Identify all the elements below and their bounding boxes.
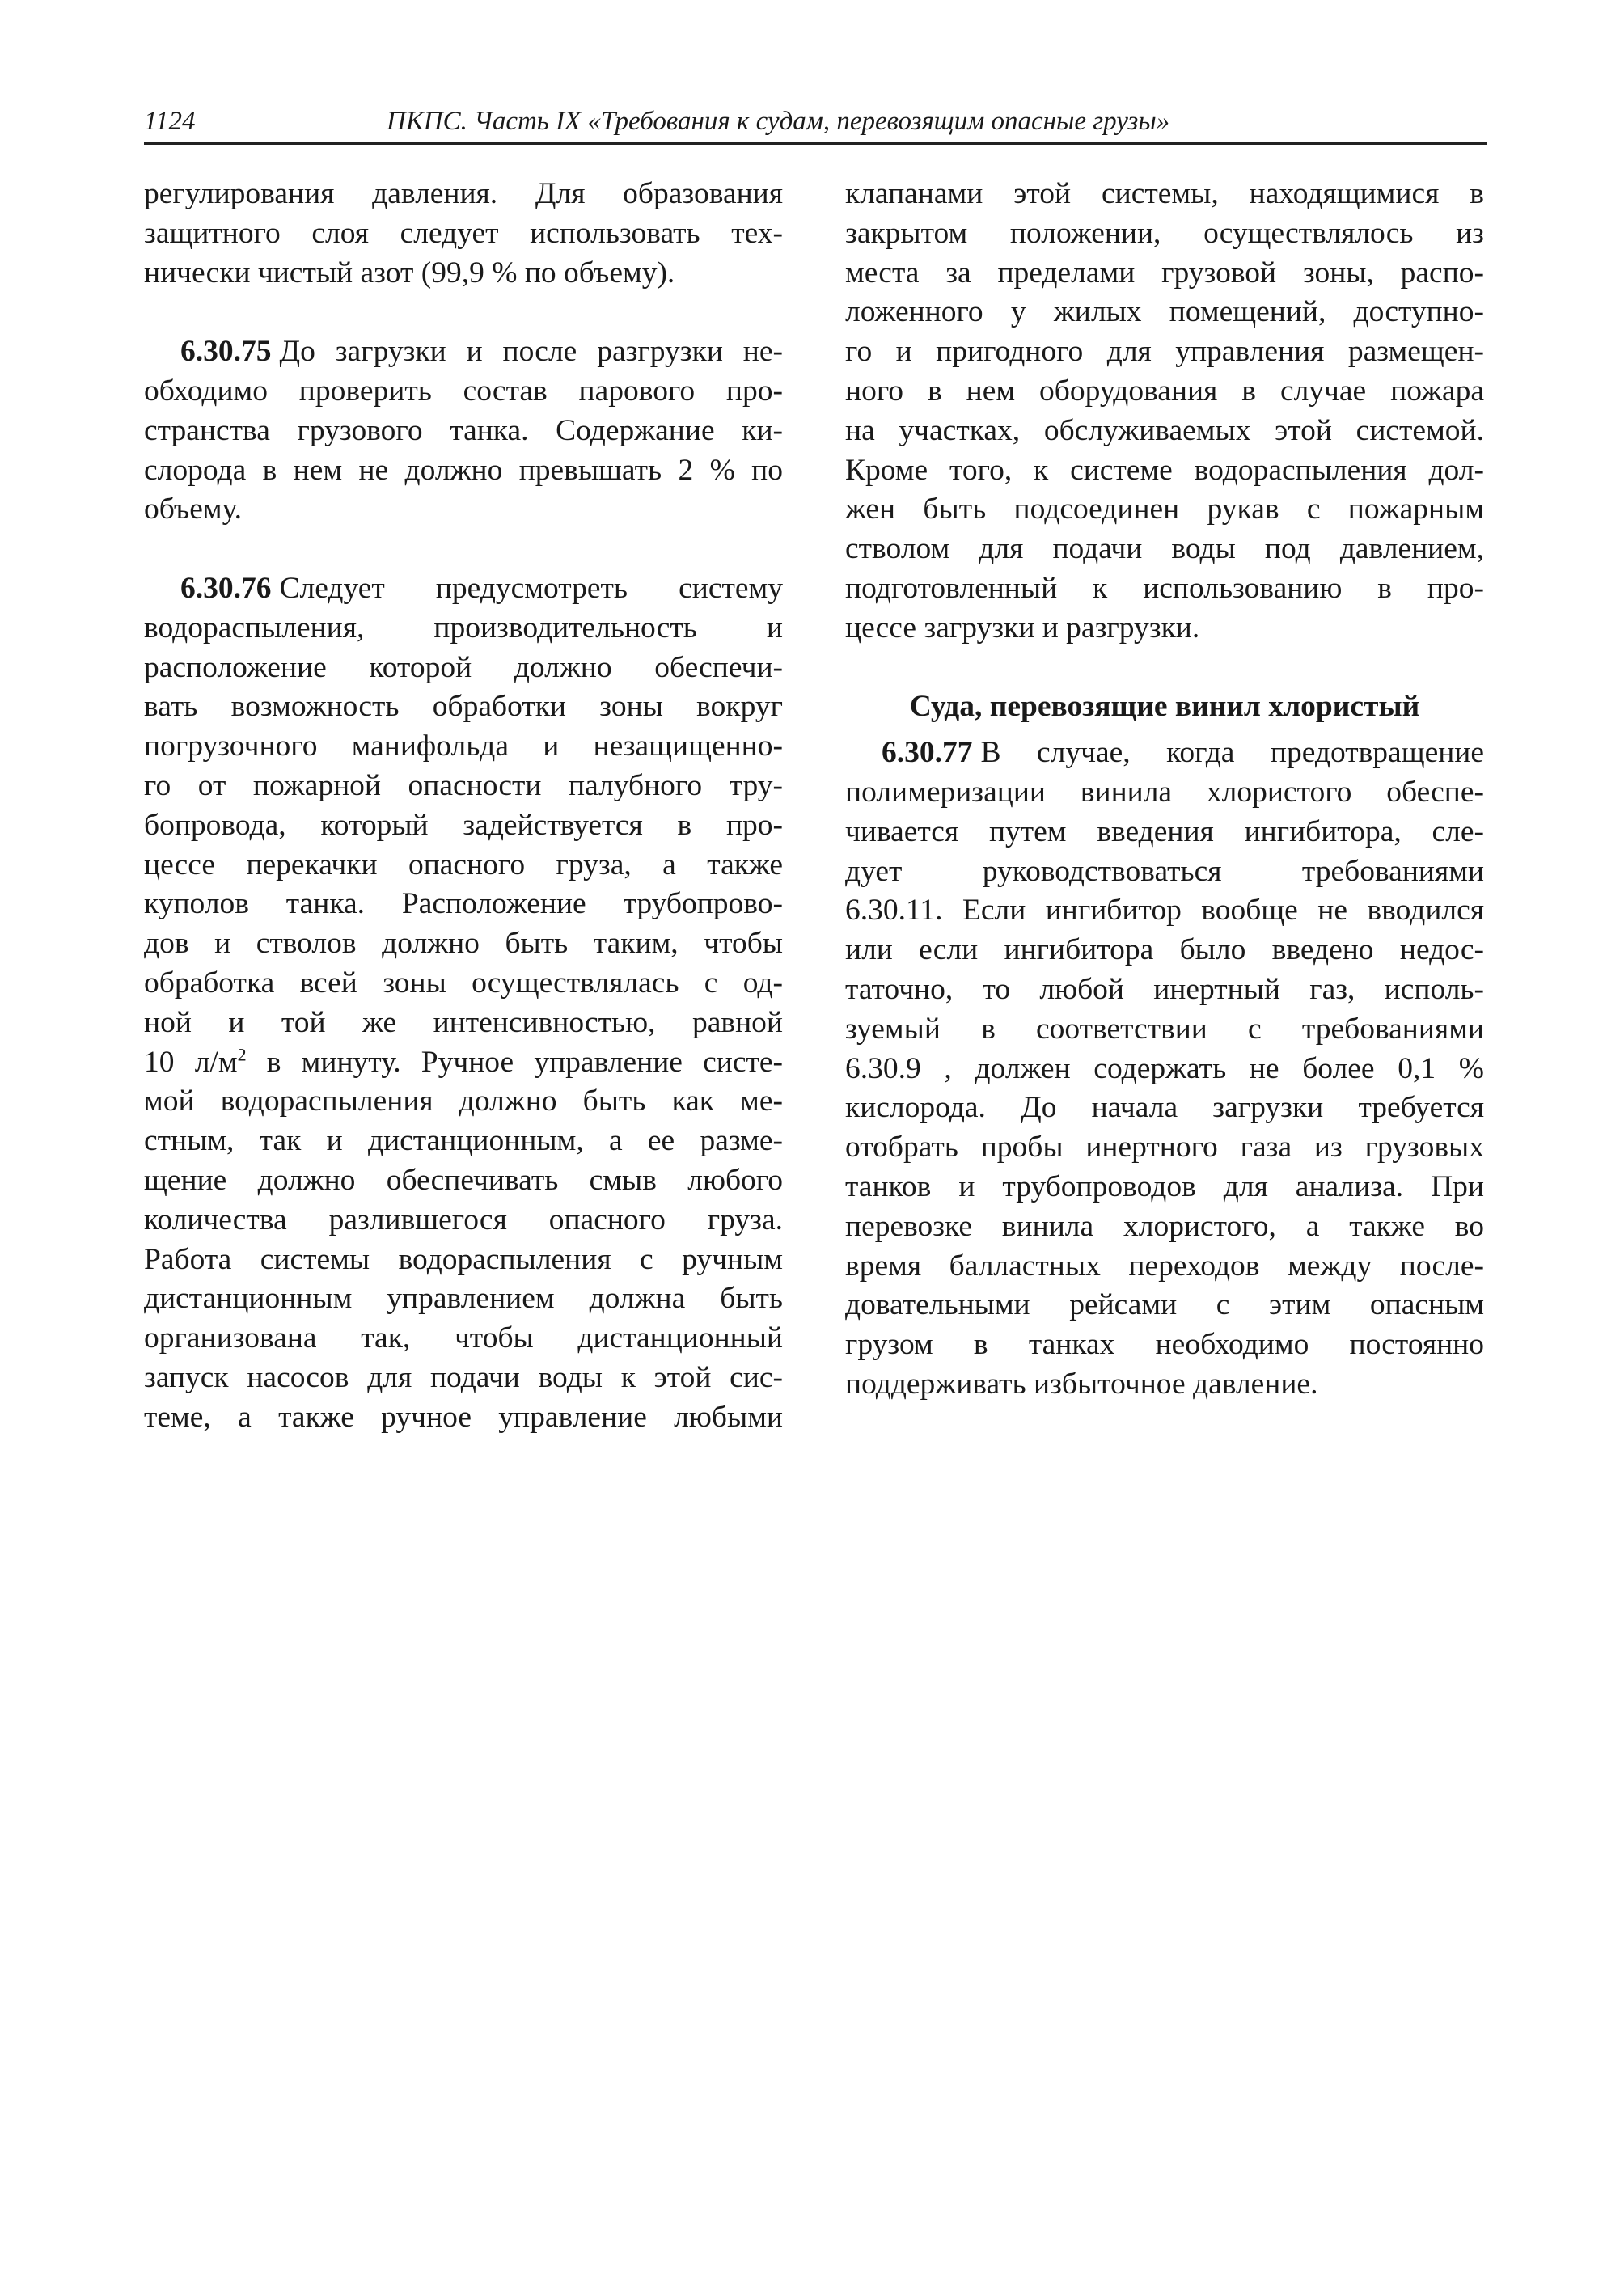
- paragraph-number: 6.30.75: [180, 335, 272, 369]
- text-line: Работа системы водораспыления с ручным: [144, 1242, 783, 1276]
- text-line: 6.30.9 , должен содержать не более 0,1 %: [845, 1051, 1484, 1085]
- paragraph-6-30-77-first-line: 6.30.77 В случае, когда предотвращение: [882, 736, 1484, 770]
- text-line: запуск насосов для подачи воды к этой сис-: [144, 1360, 783, 1394]
- text-line: дует руководствоваться требованиями: [845, 854, 1484, 888]
- paragraph-6-30-75-first-line: 6.30.75 До загрузки и после разгрузки не-: [180, 335, 783, 369]
- text-line: мой водораспыления должно быть как ме-: [144, 1084, 783, 1118]
- text-line: полимеризации винила хлористого обеспе-: [845, 775, 1484, 809]
- text-line: подготовленный к использованию в про-: [845, 571, 1484, 605]
- text-line: странства грузового танка. Содержание ки-: [144, 413, 783, 447]
- text-line: отобрать пробы инертного газа из грузовых: [845, 1131, 1484, 1165]
- text-line: Кроме того, к системе водораспыления дол-: [845, 453, 1484, 487]
- superscript: 2: [237, 1044, 247, 1065]
- text-line: обработка всей зоны осуществлялась с од-: [144, 966, 783, 1000]
- text-line: расположение которой должно обеспечи-: [144, 650, 783, 684]
- text-line: куполов танка. Расположение трубопрово-: [144, 887, 783, 921]
- text-line: го от пожарной опасности палубного тру-: [144, 768, 783, 802]
- text-line: места за пределами грузовой зоны, распо-: [845, 256, 1484, 290]
- text-line: стным, так и дистанционным, а ее разме-: [144, 1124, 783, 1158]
- text-line: 6.30.11. Если ингибитор вообще не вводился: [845, 894, 1484, 928]
- text-line: цессе загрузки и разгрузки.: [845, 611, 1200, 645]
- text-line: довательными рейсами с этим опасным: [845, 1288, 1484, 1322]
- section-heading: Суда, перевозящие винил хлористый: [909, 690, 1420, 724]
- right-column: [845, 175, 1484, 1405]
- text-line: клапанами этой системы, находящимися в: [845, 177, 1484, 210]
- text-line: таточно, то любой инертный газ, исполь-: [845, 972, 1484, 1006]
- paragraph-6-30-76-first-line: 6.30.76 Следует предусмотреть систему: [180, 571, 783, 605]
- text-line: щение должно обеспечивать смыв любого: [144, 1163, 783, 1197]
- text-line: организована так, чтобы дистанционный: [144, 1321, 783, 1355]
- text-line: или если ингибитора было введено недос-: [845, 933, 1484, 967]
- text-line: ной и той же интенсивностью, равной: [144, 1005, 783, 1039]
- text-line: чивается путем введения ингибитора, сле-: [845, 814, 1484, 848]
- text-line: перевозке винила хлористого, а также во: [845, 1209, 1484, 1243]
- paragraph-number: 6.30.77: [882, 736, 973, 770]
- text-line: вать возможность обработки зоны вокруг: [144, 690, 783, 724]
- text-line: на участках, обслуживаемых этой системой.: [845, 413, 1484, 447]
- page-header: [144, 104, 1487, 145]
- text-line: слорода в нем не должно превышать 2 % по: [144, 453, 783, 487]
- text-line: теме, а также ручное управление любыми: [144, 1400, 783, 1434]
- text-line: обходимо проверить состав парового про-: [144, 374, 783, 408]
- text-line: танков и трубопроводов для анализа. При: [845, 1169, 1484, 1203]
- text-line: объему.: [144, 492, 243, 526]
- text-line: дистанционным управлением должна быть: [144, 1282, 783, 1316]
- text-line: количества разлившегося опасного груза.: [144, 1203, 783, 1236]
- text-line: защитного слоя следует использовать тех-: [144, 216, 783, 250]
- page-number: 1124: [144, 107, 196, 136]
- text-line: кислорода. До начала загрузки требуется: [845, 1091, 1484, 1125]
- text-line: стволом для подачи воды под давлением,: [845, 532, 1484, 566]
- running-title: ПКПС. Часть IX «Требования к судам, перевозящим опасные грузы»: [387, 107, 1170, 136]
- text-line: бопровода, который задействуется в про-: [144, 808, 783, 842]
- text-line: грузом в танках необходимо постоянно: [845, 1328, 1484, 1362]
- left-column: [144, 175, 783, 1438]
- text-line-with-superscript: 10 $л/м^2$ в минуту. Ручное управление систе-: [144, 1044, 783, 1079]
- text-line: цессе перекачки опасного груза, а также: [144, 848, 783, 881]
- text-line: поддерживать избыточное давление.: [845, 1367, 1318, 1401]
- text-line: время балластных переходов между после-: [845, 1249, 1484, 1283]
- text-line: ложенного у жилых помещений, доступно-: [845, 295, 1484, 329]
- text-line: нически чистый азот (99,9 % по объему).: [144, 256, 675, 290]
- text-line: зуемый в соответствии с требованиями: [845, 1012, 1484, 1046]
- text-line: ного в нем оборудования в случае пожара: [845, 374, 1484, 408]
- paragraph-number: 6.30.76: [180, 571, 272, 605]
- text-line: го и пригодного для управления размещен-: [845, 335, 1484, 369]
- text-line: водораспыления, производительность и: [144, 611, 783, 645]
- text-line: закрытом положении, осуществлялось из: [845, 216, 1484, 250]
- text-line: жен быть подсоединен рукав с пожарным: [845, 492, 1484, 526]
- text-line: дов и стволов должно быть таким, чтобы: [144, 927, 783, 961]
- text-line: погрузочного манифольда и незащищенно-: [144, 729, 783, 763]
- text-line: регулирования давления. Для образования: [144, 177, 783, 210]
